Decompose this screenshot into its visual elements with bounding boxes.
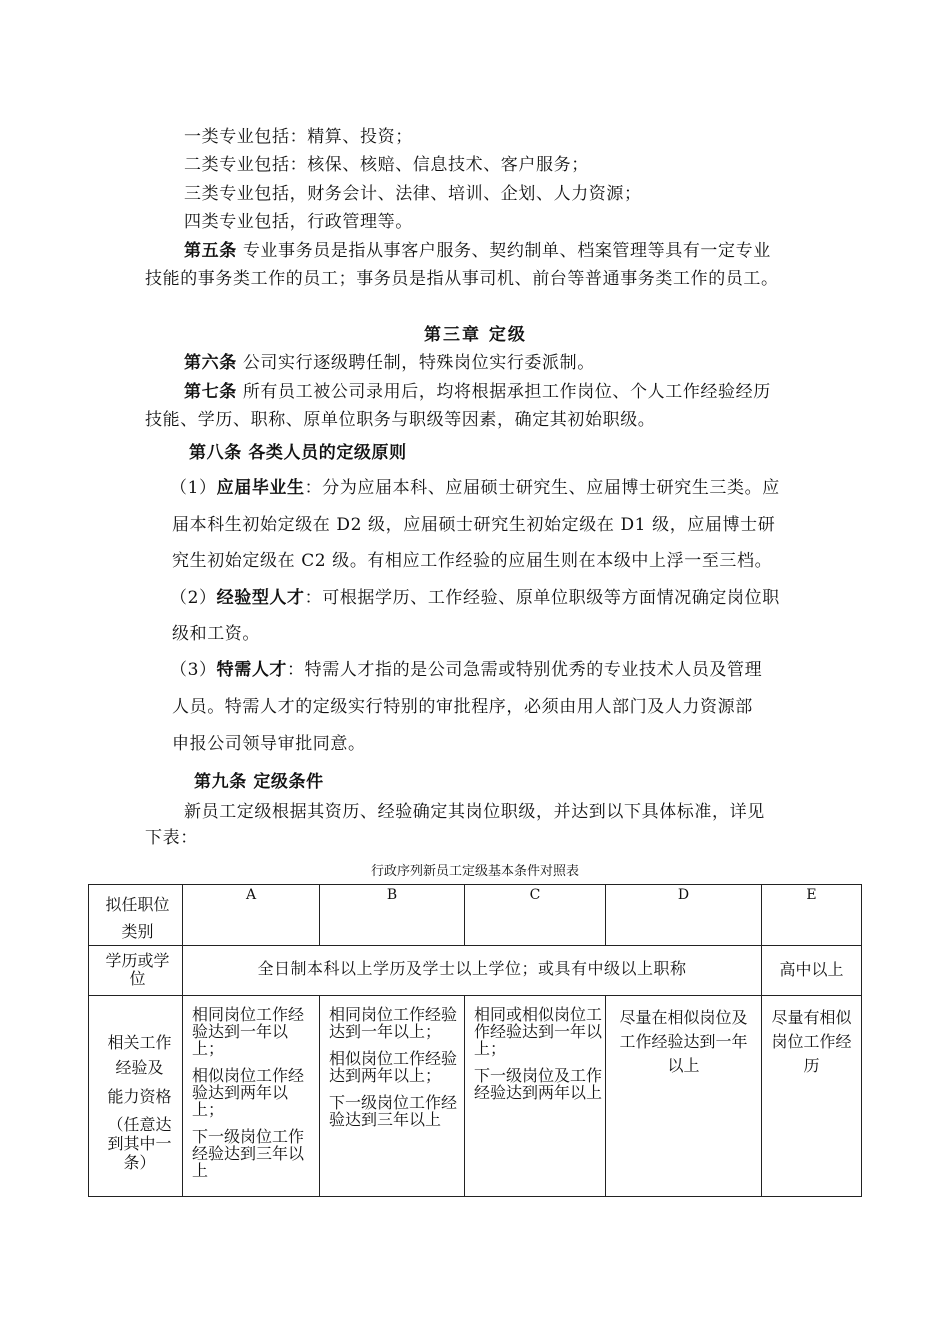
article-5 <box>184 241 771 261</box>
experience-b-item-3: 下一级岗位工作经验达到三年以上 <box>329 1093 458 1129</box>
experience-b-item-2: 相似岗位工作经验达到两年以上； <box>329 1049 458 1085</box>
grading-criteria-table <box>88 884 862 1197</box>
experience-label-1: 相关工作经验及 <box>107 1033 172 1077</box>
principle-1 <box>170 478 780 498</box>
principle-2-line-2: 级和工资。 <box>172 624 260 644</box>
header-label: 拟任职位类别 <box>105 895 170 941</box>
experience-c-item-1: 相同或相似岗位工作经验达到一年以上； <box>474 1005 603 1058</box>
experience-a-item-3: 下一级岗位工作经验达到三年以上 <box>192 1127 305 1180</box>
experience-row <box>89 996 862 1197</box>
category-1-line: 一类专业包括：精算、投资； <box>184 127 413 147</box>
principle-3-text: ：特需人才指的是公司急需或特别优秀的专业技术人员及管理 <box>287 660 763 680</box>
experience-b-item-1: 相同岗位工作经验达到一年以上； <box>329 1005 458 1041</box>
article-6-label: 第六条 <box>184 353 237 373</box>
experience-a-item-2: 相似岗位工作经验达到两年以上； <box>192 1066 305 1119</box>
principle-1-line-2: 届本科生初始定级在 D2 级，应届硕士研究生初始定级在 D1 级，应届博士研 <box>172 515 776 535</box>
article-8-heading: 第八条 各类人员的定级原则 <box>189 443 407 463</box>
article-7 <box>184 382 771 402</box>
principle-3 <box>170 660 762 680</box>
principle-1-text: ：分为应届本科、应届硕士研究生、应届博士研究生三类。应 <box>304 478 780 498</box>
article-9-text: 新员工定级根据其资历、经验确定其岗位职级，并达到以下具体标准，详见 <box>184 802 765 822</box>
principle-2-text: ：可根据学历、工作经验、原单位职级等方面情况确定岗位职 <box>304 588 780 608</box>
table-header-row <box>89 885 862 946</box>
experience-c-item-2: 下一级岗位及工作经验达到两年以上 <box>474 1066 603 1102</box>
article-9-heading: 第九条 定级条件 <box>194 772 324 792</box>
category-3-line: 三类专业包括，财务会计、法律、培训、企划、人力资源； <box>184 184 642 204</box>
article-9-continued: 下表： <box>145 828 198 848</box>
education-row <box>89 946 862 996</box>
article-7-text: 所有员工被公司录用后，均将根据承担工作岗位、个人工作经验经历 <box>236 382 771 402</box>
education-label: 学历或学位 <box>89 946 183 996</box>
education-requirement-e: 高中以上 <box>762 946 862 996</box>
experience-cell-d: 尽量在相似岗位及工作经验达到一年以上 <box>606 996 762 1197</box>
article-5-continued: 技能的事务类工作的员工；事务员是指从事司机、前台等普通事务类工作的员工。 <box>145 269 779 289</box>
experience-cell-e: 尽量有相似岗位工作经历 <box>762 996 862 1197</box>
principle-1-label: 应届毕业生 <box>216 478 305 498</box>
category-2-line: 二类专业包括：核保、核赔、信息技术、客户服务； <box>184 155 589 175</box>
column-header-a: A <box>183 885 320 946</box>
chapter-3-heading: 第三章 定级 <box>424 325 527 345</box>
experience-label-3: （任意达到其中一条） <box>107 1115 172 1172</box>
experience-label-2: 能力资格 <box>107 1087 172 1106</box>
education-requirement-a-d: 全日制本科以上学历及学士以上学位；或具有中级以上职称 <box>183 946 762 996</box>
experience-cell-a <box>183 996 320 1197</box>
article-5-label: 第五条 <box>184 241 237 261</box>
column-header-b: B <box>320 885 465 946</box>
column-header-d: D <box>606 885 762 946</box>
principle-2 <box>170 588 780 608</box>
table-caption: 行政序列新员工定级基本条件对照表 <box>371 864 580 879</box>
principle-1-line-3: 究生初始定级在 C2 级。有相应工作经验的应届生则在本级中上浮一至三档。 <box>172 551 773 571</box>
category-4-line: 四类专业包括，行政管理等。 <box>184 212 413 232</box>
experience-cell-c <box>465 996 606 1197</box>
principle-1-number: （1） <box>170 478 217 498</box>
column-header-c: C <box>465 885 606 946</box>
principle-3-line-3: 申报公司领导审批同意。 <box>172 734 366 754</box>
principle-3-label: 特需人才 <box>216 660 288 680</box>
article-7-continued: 技能、学历、职称、原单位职务与职级等因素，确定其初始职级。 <box>145 410 656 430</box>
principle-3-number: （3） <box>170 660 217 680</box>
column-header-e: E <box>762 885 862 946</box>
header-label-cell <box>89 885 183 946</box>
experience-cell-b <box>320 996 465 1197</box>
principle-3-line-2: 人员。特需人才的定级实行特别的审批程序，必须由用人部门及人力资源部 <box>172 697 753 717</box>
article-5-text: 专业事务员是指从事客户服务、契约制单、档案管理等具有一定专业 <box>236 241 771 261</box>
article-7-label: 第七条 <box>184 382 237 402</box>
principle-2-label: 经验型人才 <box>216 588 305 608</box>
article-6 <box>184 353 595 373</box>
experience-label-cell <box>89 996 183 1197</box>
article-6-text: 公司实行逐级聘任制，特殊岗位实行委派制。 <box>236 353 595 373</box>
experience-a-item-1: 相同岗位工作经验达到一年以上； <box>192 1005 305 1058</box>
principle-2-number: （2） <box>170 588 217 608</box>
